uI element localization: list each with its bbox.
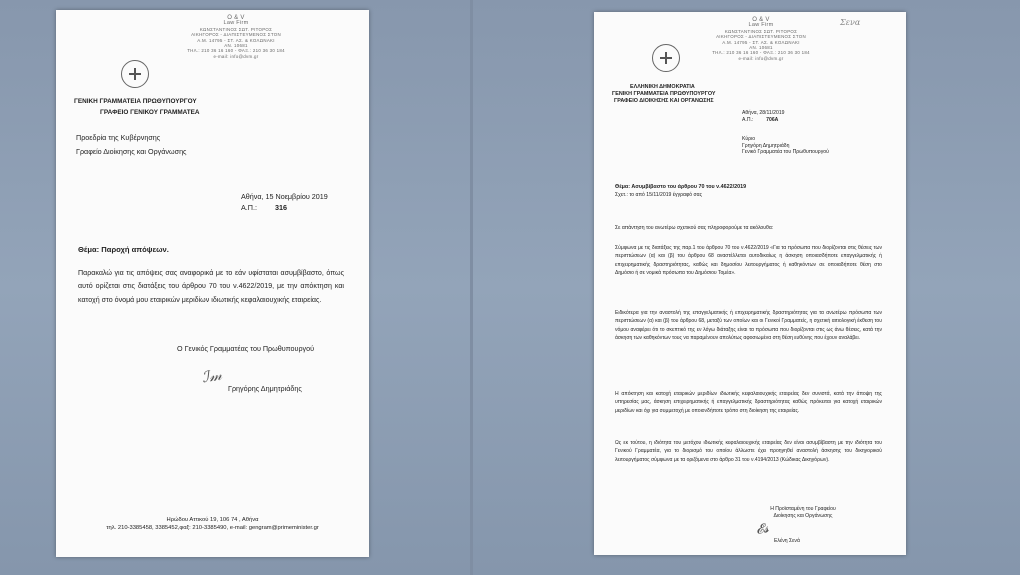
header-line: ΓΡΑΦΕΙΟ ΔΙΟΙΚΗΣΗΣ ΚΑΙ ΟΡΓΑΝΩΣΗΣ — [614, 98, 714, 105]
header-line: ΓΕΝΙΚΗ ΓΡΑΜΜΑΤΕΙΑ ΠΡΩΘΥΠΟΥΡΓΟΥ — [612, 91, 716, 98]
closing-line: Η Προϊσταμένη του Γραφείου — [770, 506, 836, 512]
body-paragraph: Ως εκ τούτου, η ιδιότητα του μετόχου ιδιωτικής κεφαλαιουχικής εταιρείας δεν είναι ασυμβίβαστη με την ιδιότητα του Γενικού Γραμματέα, για το διορισμό του οποίου άλλωστε έχει προηγηθεί αναστολή άσκησης του δικηγορικού λειτουργήματος σύμφωνα με τα οριζόμενα στο άρθρο 31 του ν.4194/2013 (Κώδικας Δικηγόρων). — [615, 440, 882, 463]
stamp-line: ΑΙΚΗΓΟΡΟΣ - ΔΙΑΠΙΣΤΕΥΜΕΝΟΣ ΣΤΟΝ — [191, 32, 281, 38]
closing-block — [752, 506, 854, 519]
law-firm-stamp — [698, 18, 824, 61]
stamp-line: e-mail: info@dvm.gr — [738, 55, 784, 61]
header-block — [612, 84, 716, 106]
footer-address: Ηρώδου Αττικού 19, 106 74 , Αθήνα — [166, 517, 259, 523]
split-divider — [470, 0, 473, 575]
reference-number — [241, 203, 287, 213]
stamp-line: e-mail: info@dvm.gr — [213, 53, 259, 59]
reference-line: Σχετ.: το από 15/11/2019 έγγραφό σας — [615, 192, 703, 198]
stamp-line: ΤΗΛ.: 210 36 16 160 - ΦΑΞ.: 210 36 30 184 — [187, 48, 285, 54]
document-right-letter — [594, 12, 906, 555]
header-block — [74, 96, 200, 118]
ref-value: 316 — [274, 203, 287, 212]
handwritten-signature: ℐ𝓂 — [200, 365, 223, 387]
header-line: ΕΛΛΗΝΙΚΗ ΔΗΜΟΚΡΑΤΙΑ — [630, 84, 695, 90]
stamp-line: Law Firm — [748, 22, 774, 29]
stamp-line: ΑΝ. 10681 — [749, 45, 773, 51]
stamp-line: Ο & V — [752, 17, 770, 23]
signatory-name: Ελένη Σενά — [774, 538, 800, 544]
subject-line: Θέμα: Παροχή απόψεων. — [78, 245, 169, 254]
greek-emblem-icon — [121, 60, 149, 88]
recipient-line: Γραφείο Διοίκησης και Οργάνωσης — [76, 147, 187, 156]
closing-line: Διοίκησης και Οργάνωσης — [773, 512, 833, 519]
recipient-line: Προεδρία της Κυβέρνησης — [76, 133, 161, 142]
ref-label: Α.Π.: — [241, 203, 257, 212]
recipient-line: Κύριο — [742, 136, 756, 142]
recipient-block — [742, 136, 829, 156]
footer-contact: τηλ. 210-3385458, 3385452,φαξ: 210-3385490, e-mail: gengram@primeminister.gr — [106, 525, 319, 532]
recipient-line: Γρηγόρη Δημητριάδη — [742, 142, 790, 149]
intro-line: Σε απάντηση του ανωτέρω σχετικού σας πληροφορούμε τα ακόλουθα: — [615, 225, 774, 231]
recipient-line: Γενικό Γραμματέα του Πρωθυπουργού — [742, 149, 829, 156]
stamp-line: ΚΩΝΣΤΑΝΤΙΝΟΣ ΣΩΤ. ΡΙΤΟΡΟΣ — [199, 26, 273, 32]
stamp-line: ΤΗΛ.: 210 36 16 160 - ΦΑΞ.: 210 36 30 184 — [712, 50, 810, 56]
stamp-line: Α.Μ. 14795 - ΣΤ. ΑΣ. & ΚΟΛΩΝΑΚΙ — [722, 39, 800, 45]
recipient-block — [76, 131, 187, 159]
greek-emblem-icon — [652, 44, 680, 72]
handwritten-corner-note: Σενα — [840, 18, 861, 27]
document-left-letter — [56, 10, 369, 557]
footer — [56, 516, 369, 533]
stamp-line: Law Firm — [223, 20, 249, 27]
header-line: ΓΕΝΙΚΗ ΓΡΑΜΜΑΤΕΙΑ ΠΡΩΘΥΠΟΥΡΓΟΥ — [74, 98, 197, 105]
date-line: Αθήνα, 28/11/2019 — [742, 110, 785, 116]
header-line: ΓΡΑΦΕΙΟ ΓΕΝΙΚΟΥ ΓΡΑΜΜΑΤΕΑ — [100, 109, 200, 116]
subject-line: Θέμα: Ασυμβίβαστο του άρθρου 70 του ν.4622/2019 — [615, 184, 747, 190]
reference-number — [742, 117, 778, 124]
law-firm-stamp — [174, 16, 298, 59]
body-paragraph: Παρακαλώ για τις απόψεις σας αναφορικά με το εάν υφίσταται ασυμβίβαστο, όπως αυτό ορίζεται στις διατάξεις του άρθρου 70 του ν.4622/2019, με την απόκτηση και κατοχή στο όνομά μου εταιρικών μεριδίων ιδιωτικής κεφαλαιουχικής εταιρείας. — [78, 269, 344, 304]
ref-label: Α.Π.: — [742, 117, 754, 123]
ref-value: 706Α — [766, 117, 779, 123]
stamp-line: ΚΩΝΣΤΑΝΤΙΝΟΣ ΣΩΤ. ΡΙΤΟΡΟΣ — [724, 28, 798, 34]
handwritten-signature: 𝓔𝓼 — [754, 521, 770, 538]
stamp-line: ΑΙΚΗΓΟΡΟΣ - ΔΙΑΠΙΣΤΕΥΜΕΝΟΣ ΣΤΟΝ — [716, 34, 806, 40]
body-paragraph: Σύμφωνα με τις διατάξεις της παρ.1 του άρθρου 70 του ν.4622/2019 «Για τα πρόσωπα που διορίζονται στις θέσεις των περιπτώσεων (α) και (β) του άρθρου 68 αναστέλλεται αυτοδικαίως η άσκηση οποιασδήποτε επαγγελματικής ή επιχειρηματικής δραστηριότητας, καθώς και δημοσίου λειτουργήματος ή καθηκόντων σε οποιαδήποτε θέση στο Δημόσιο ή σε νομικά πρόσωπα του Δημόσιου Τομέα». — [615, 245, 882, 277]
date-line: Αθήνα, 15 Νοεμβρίου 2019 — [241, 192, 328, 201]
stamp-line: Α.Μ. 14795 - ΣΤ. ΑΣ. & ΚΟΛΩΝΑΚΙ — [197, 37, 275, 43]
body-paragraph: Ειδικότερα για την αναστολή της επαγγελματικής ή επιχειρηματικής δραστηριότητας για τα ανωτέρω πρόσωπα των περιπτώσεων (α) και (β) του άρθρου 68, μεταξύ των οποίων και οι Γενικοί Γραμματείς, η σχετική αιτιολογική έκθεση του νόμου αναφέρει ότι το σκεπτικό της εν λόγω διάταξης είναι τα πρόσωπα που διορίζονται στις ως άνω θέσεις, κατά την άσκηση των καθηκόντων τους να παραμένουν απολύτως αφοσιωμένα στη θέση ευθύνης που έχουν αναλάβει. — [615, 310, 882, 342]
stamp-line: ΑΝ. 10681 — [224, 43, 248, 49]
stamp-line: Ο & V — [227, 15, 245, 21]
closing-title: Ο Γενικός Γραμματέας του Πρωθυπουργού — [177, 344, 315, 353]
signatory-name: Γρηγόρης Δημητριάδης — [228, 384, 302, 393]
body-paragraph: Η απόκτηση και κατοχή εταιρικών μεριδίων ιδιωτικής κεφαλαιουχικής εταιρείας δεν συνιστά, κατά την άποψη της υπηρεσίας μας, άσκηση επιχειρηματικής ή επαγγελματικής δραστηριότητας καθώς πρόκειται για κατοχή εταιρικών μεριδίων και όχι για συμμετοχή με οποιονδήποτε τρόπο στη διοίκηση της εταιρείας. — [615, 391, 882, 414]
